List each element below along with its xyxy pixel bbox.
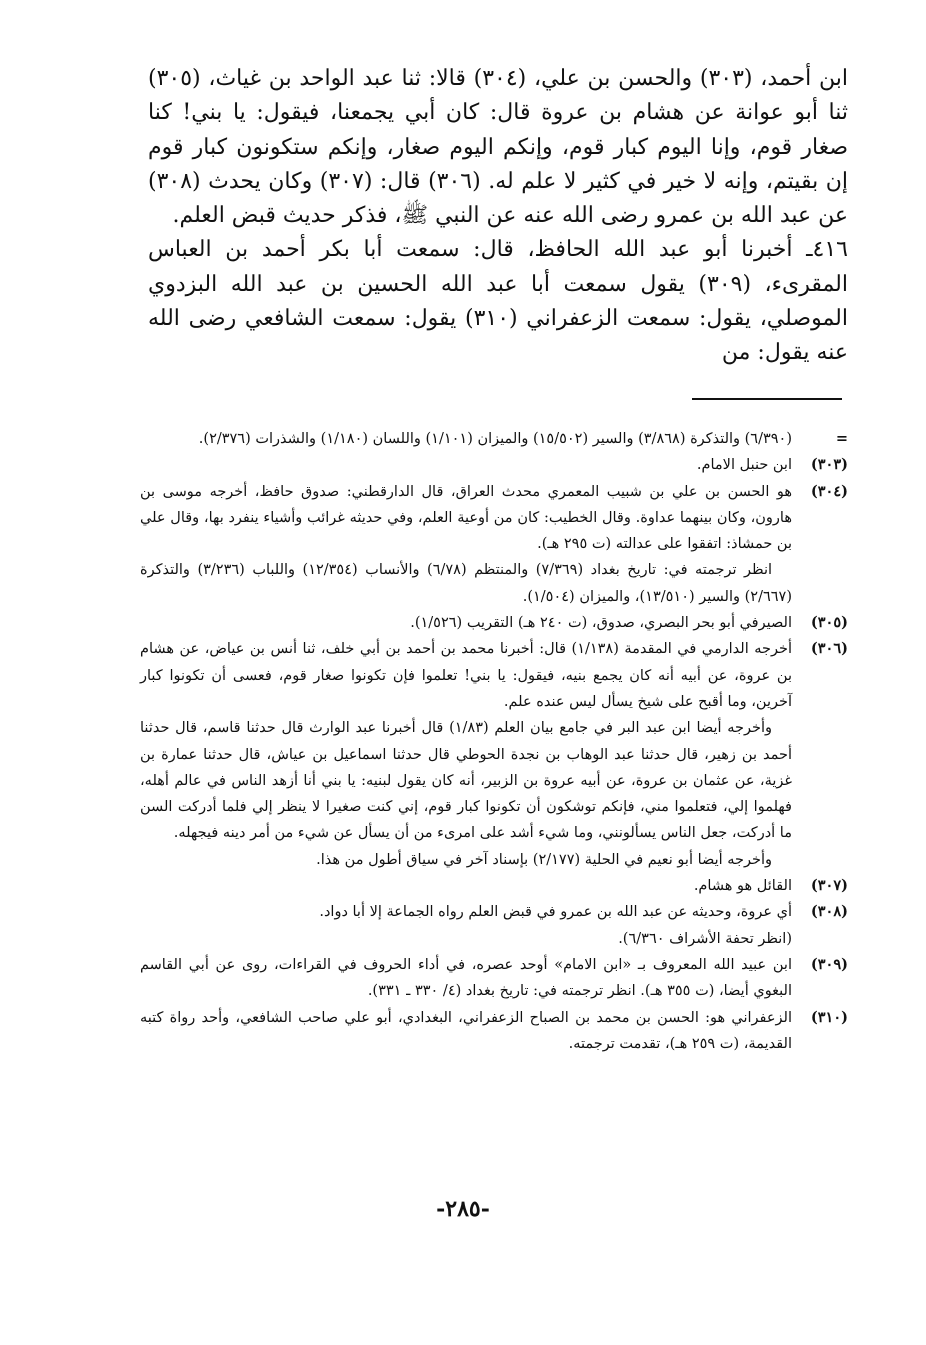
footnote-text xyxy=(140,873,792,899)
footnote-line: هو الحسن بن علي بن شبيب المعمري محدث العراق، قال الدارقطني: صدوق حافظ، أخرجه موسى بن هارون، وكان بينهما عداوة. وقال الخطيب: كان من أوعية العلم، وفي حديثه غرائب وأشياء ينفرد بها، وقال علي بن حمشاذ: اتفقوا على عدالته (ت ٢٩٥ هـ). xyxy=(140,483,792,553)
footnote-number: (٣١٠) xyxy=(810,1008,848,1026)
footnote-text xyxy=(140,426,792,452)
footnotes xyxy=(140,426,848,1057)
footnote-304 xyxy=(140,479,848,610)
footnote-305 xyxy=(140,610,848,636)
footnote-line: أخرجه الدارمي في المقدمة (١/١٣٨) قال: أخبرنا محمد بن أحمد بن أبي خلف، ثنا أنس بن عياض، عن هشام بن عروة، عن أبيه أنه كان يجمع بنيه، فيقول: يا بني! تعلموا فإن تكونوا صغار قوم، فعسى أن تكونوا كبار آخرين، وما أقبح على شيخ يسأل ليس عنده علم. xyxy=(140,641,792,710)
footnote-number: (٣٠٤) xyxy=(810,482,848,500)
footnote-line: أي عروة، وحديثه عن عبد الله بن عمرو في قبض العلم رواه الجماعة إلا أبا دواد. xyxy=(319,904,792,921)
footnote-text xyxy=(140,1005,792,1058)
footnote-number: (٣٠٧) xyxy=(810,877,848,895)
footnote-line: ابن حنبل الامام. xyxy=(696,457,792,474)
footnote-310 xyxy=(140,1005,848,1058)
footnote-307 xyxy=(140,873,848,899)
footnote-text xyxy=(140,610,792,636)
footnote-continuation xyxy=(140,426,848,452)
footnote-text xyxy=(140,899,792,952)
page-number: -٢٨٥- xyxy=(436,1196,490,1222)
footnote-line: وأخرجه أيضا أبو نعيم في الحلية (٢/١٧٧) بإسناد آخر في سياق أطول من هذا. xyxy=(316,851,772,868)
footnote-line: الصيرفي أبو بحر البصري، صدوق، (ت ٢٤٠ هـ) التقريب (١/٥٢٦). xyxy=(410,615,792,632)
footnote-separator xyxy=(692,398,842,400)
footnote-text xyxy=(140,452,792,478)
footnote-line: القائل هو هشام. xyxy=(693,878,792,895)
footnote-306 xyxy=(140,636,848,873)
footnote-line: وأخرجه أيضا ابن عبد البر في جامع بيان العلم (١/٨٣) قال أخبرنا عبد الوارث قال حدثنا قاسم، قال حدثنا أحمد بن زهير، قال حدثنا عبد الوهاب بن نجدة الحوطي قال حدثنا اسماعيل بن عياش، قال حدثنا عمارة بن غزية، عن عثمان بن عروة، عن أبيه عروة بن الزبير، أنه كان يقول لبنيه: يا بني أنا أزهد الناس في عالم أهله، فهلموا إلي، فتعلموا مني، فإنكم توشكون أن تكونوا كبار قوم، إني كنت صغيرا لا ينظر إلي فلما أدركت السن ما أدركت، جعل الناس يسألونني، وما شيء أشد على امرىء من أن يسأل عن شيء من أمر دينه فيجهله. xyxy=(140,720,792,842)
footnote-number: (٣٠٣) xyxy=(810,456,848,474)
footnote-308 xyxy=(140,899,848,952)
main-paragraph-2: ٤١٦ـ أخبرنا أبو عبد الله الحافظ، قال: سمعت أبا بكر أحمد بن العباس المقرىء، (٣٠٩) يقول سمعت أبا عبد الله الحسين بن عبد الله البزدوي الموصلي، يقول: سمعت الزعفراني (٣١٠) يقول: سمعت الشافعي رضى الله عنه يقول: من xyxy=(148,237,848,366)
footnote-number: (٣٠٩) xyxy=(810,955,848,973)
footnote-number: = xyxy=(835,430,848,447)
main-text xyxy=(148,62,848,371)
footnote-number: (٣٠٥) xyxy=(810,614,848,632)
footnote-text xyxy=(140,952,792,1005)
footnote-303 xyxy=(140,452,848,478)
footnote-text xyxy=(140,479,792,610)
footnote-line: (٦/٣٩٠) والتذكرة (٣/٨٦٨) والسير (١٥/٥٠٢) والميزان (١/١٠١) واللسان (١/١٨٠) والشذرات (٢/٣٧٦). xyxy=(198,431,792,447)
footnote-number: (٣٠٦) xyxy=(810,640,848,658)
footnote-line: انظر ترجمته في: تاريخ بغداد (٧/٣٦٩) والمنتظم (٦/٧٨) والأنساب (١٢/٣٥٤) واللباب (٣/٢٣٦) والتذكرة (٢/٦٦٧) والسير (١٣/٥١٠)، والميزان (١/٥٠٤). xyxy=(140,562,792,605)
footnote-line: الزعفراني هو: الحسن بن محمد بن الصباح الزعفراني، البغدادي، أبو علي صاحب الشافعي، وأحد رواة كتبه القديمة، (ت ٢٥٩ هـ)، تقدمت ترجمته. xyxy=(140,1009,792,1052)
footnote-line: (انظر تحفة الأشراف ٦/٣٦٠). xyxy=(618,930,792,947)
footnote-text xyxy=(140,636,792,873)
footnote-number: (٣٠٨) xyxy=(810,903,848,921)
main-paragraph-1: ابن أحمد، (٣٠٣) والحسن بن علي، (٣٠٤) قالا: ثنا عبد الواحد بن غياث، (٣٠٥) ثنا أبو عوانة عن هشام بن عروة قال: كان أبي يجمعنا، فيقول: يا بني! كنا صغار قوم، وإنا اليوم كبار قوم، وإنكم اليوم صغار، وإنكم ستكونون كبار قوم إن بقيتم، وإنه لا خير في كثير لا علم له. (٣٠٦) قال: (٣٠٧) وكان يحدث (٣٠٨) عن عبد الله بن عمرو رضى الله عنه عن النبي ﷺ، فذكر حديث قبض العلم. xyxy=(148,66,848,229)
footnote-line: ابن عبيد الله المعروف بـ «ابن الامام» أوحد عصره، في أداء الحروف في القراءات، روى عن أبي القاسم البغوي أيضا، (ت ٣٥٥ هـ). انظر ترجمته في: تاريخ بغداد (٤/ ٣٣٠ ـ ٣٣١). xyxy=(140,956,792,1000)
footnote-309 xyxy=(140,952,848,1005)
